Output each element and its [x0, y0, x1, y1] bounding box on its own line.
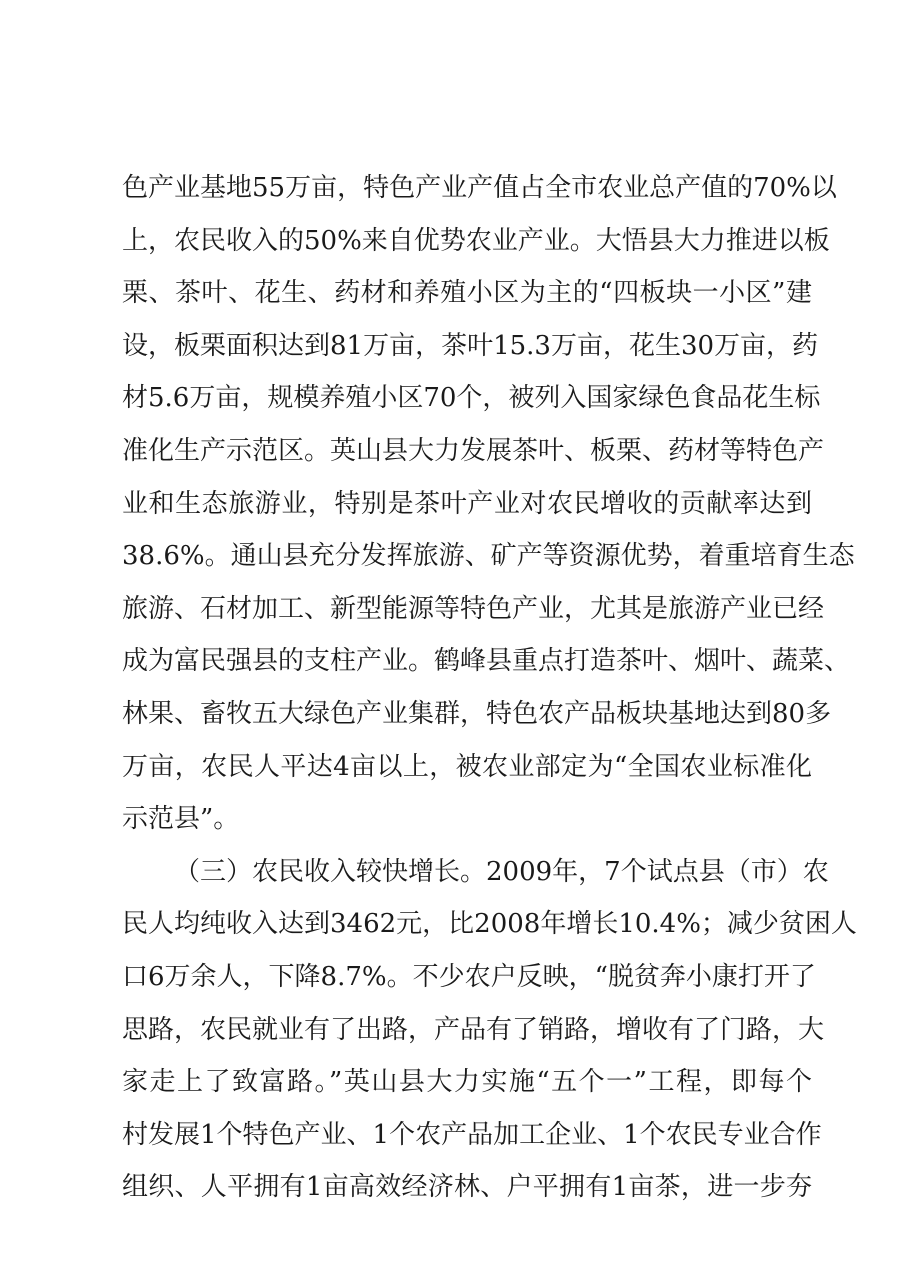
- text-line-12: 万亩，农民人平达4亩以上，被农业部定为“全国农业标准化: [122, 751, 812, 782]
- text-line-13: 示范县”。: [122, 804, 240, 835]
- text-line-18: 家走上了致富路。”英山县大力实施“五个一”工程，即每个: [122, 1067, 812, 1098]
- text-line-15: 民人均纯收入达到3462元，比2008年增长10.4%；减少贫困人: [122, 909, 857, 940]
- text-line-6: 准化生产示范区。英山县大力发展茶叶、板栗、药材等特色产: [122, 435, 825, 466]
- body-text: [122, 162, 857, 1214]
- text-line-10: 成为富民强县的支柱产业。鹤峰县重点打造茶叶、烟叶、蔬菜、: [122, 646, 851, 677]
- text-line-11: 林果、畜牧五大绿色产业集群，特色农产品板块基地达到80多: [122, 698, 832, 729]
- text-line-20: 组织、人平拥有1亩高效经济林、户平拥有1亩茶，进一步夯: [122, 1172, 812, 1203]
- text-line-19: 村发展1个特色产业、1个农产品加工企业、1个农民专业合作: [122, 1119, 822, 1150]
- text-line-7: 业和生态旅游业，特别是茶叶产业对农民增收的贡献率达到: [122, 488, 812, 519]
- text-line-5: 材5.6万亩，规模养殖小区70个，被列入国家绿色食品花生标: [122, 383, 821, 414]
- text-line-16: 口6万余人，下降8.7%。不少农户反映，“脱贫奔小康打开了: [122, 961, 816, 992]
- text-line-8: 38.6%。通山县充分发挥旅游、矿产等资源优势，着重培育生态: [122, 541, 855, 572]
- text-line-1: 色产业基地55万亩，特色产业产值占全市农业总产值的70%以: [122, 173, 837, 203]
- text-line-4: 设，板栗面积达到81万亩，茶叶15.3万亩，花生30万亩，药: [122, 330, 819, 361]
- text-line-2: 上，农民收入的50%来自优势农业产业。大悟县大力推进以板: [122, 225, 830, 256]
- text-line-9: 旅游、石材加工、新型能源等特色产业，尤其是旅游产业已经: [122, 593, 825, 624]
- text-line-17: 思路，农民就业有了出路，产品有了销路，增收有了门路，大: [122, 1014, 825, 1045]
- text-line-3: 栗、茶叶、花生、药材和养殖小区为主的“四板块一小区”建: [122, 278, 812, 309]
- section-heading-line: （三）农民收入较快增长。2009年，7个试点县（市）农: [174, 856, 829, 887]
